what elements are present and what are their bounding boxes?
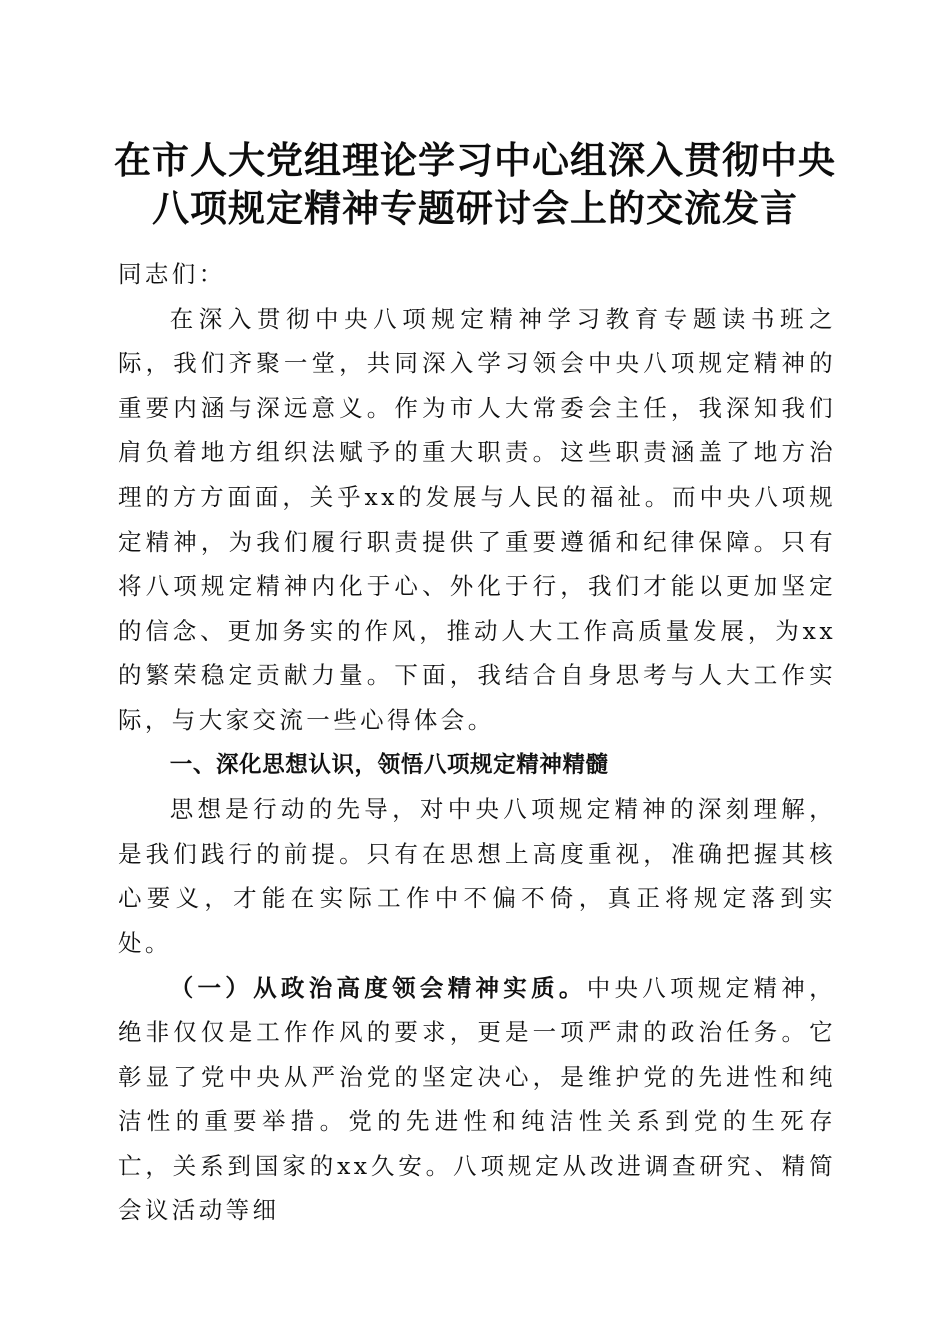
- section-1-paragraph: 思想是行动的先导，对中央八项规定精神的深刻理解，是我们践行的前提。只有在思想上高度重视，准确把握其核心要义，才能在实际工作中不偏不倚，真正将规定落到实处。: [118, 795, 836, 957]
- section-heading-1: 一、深化思想认识，领悟八项规定精神精髓: [169, 751, 609, 778]
- salutation: 同志们：: [118, 260, 226, 288]
- subsection-1-paragraph: [118, 966, 836, 1234]
- intro-paragraph: 在深入贯彻中央八项规定精神学习教育专题读书班之际，我们齐聚一堂，共同深入学习领会中央八项规定精神的重要内涵与深远意义。作为市人大常委会主任，我深知我们肩负着地方组织法赋予的重大职责。这些职责涵盖了地方治理的方方面面，关乎xx的发展与人民的福祉。而中央八项规定精神，为我们履行职责提供了重要遵循和纪律保障。只有将八项规定精神内化于心、外化于行，我们才能以更加坚定的信念、更加务实的作风，推动人大工作高质量发展，为xx的繁荣稳定贡献力量。下面，我结合自身思考与人大工作实际，与大家交流一些心得体会。: [118, 304, 836, 734]
- subsection-1-text: 中央八项规定精神，绝非仅仅是工作作风的要求，更是一项严肃的政治任务。它彰显了党中央从严治党的坚定决心，是维护党的先进性和纯洁性的重要举措。党的先进性和纯洁性关系到党的生死存亡，关系到国家的xx久安。八项规定从改进调查研究、精简会议活动等细: [118, 973, 837, 1225]
- subsection-heading-1: （一）从政治高度领会精神实质。: [169, 973, 587, 1002]
- document-title: 在市人大党组理论学习中心组深入贯彻中央八项规定精神专题研讨会上的交流发言: [114, 138, 836, 230]
- document-body: [118, 252, 836, 1233]
